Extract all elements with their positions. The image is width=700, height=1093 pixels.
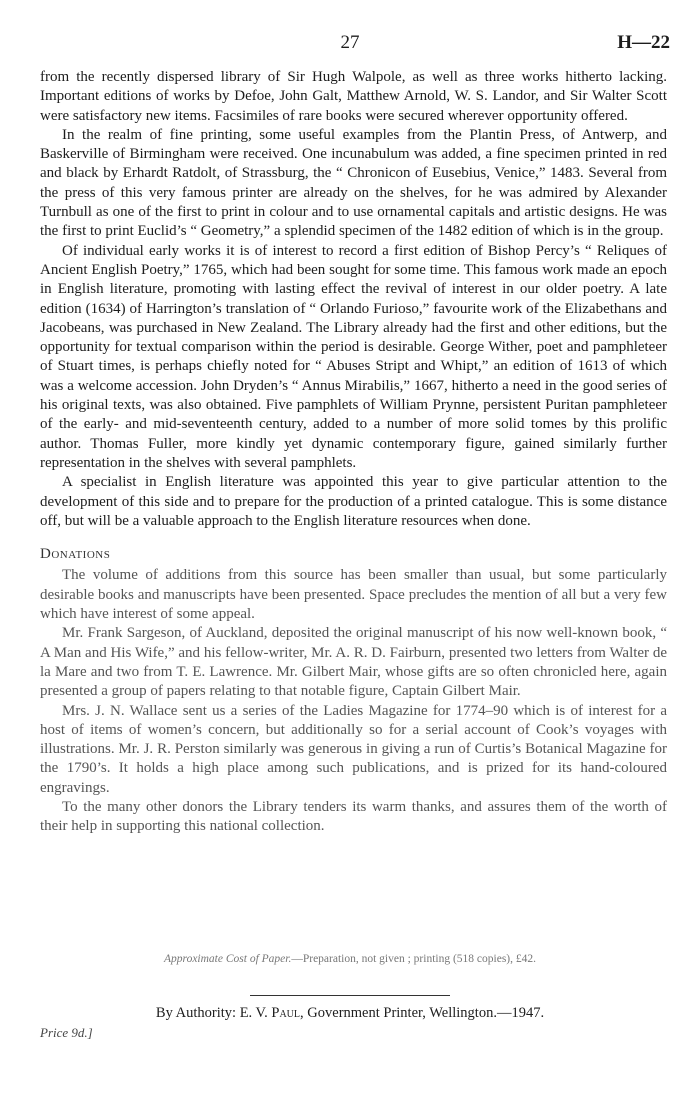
imprint-prefix: By Authority: [155, 1005, 237, 1021]
series-code: H—22 [617, 32, 670, 53]
imprint-suffix: Government Printer, Wellington.—1947. [307, 1005, 545, 1021]
page-number: 27 [340, 32, 360, 53]
imprint-name: E. V. Paul, [239, 1005, 304, 1021]
body-text [40, 68, 667, 837]
paragraph-thanks: To the many other donors the Library tenders its warm thanks, and assures them of the worth of their help in supporting this national collection. [40, 798, 667, 835]
paragraph-fine-printing: In the realm of fine printing, some useful examples from the Plantin Press, of Antwerp, and Baskerville of Birmingham were received. One incunabulum was added, a fine specimen printed in red and black by Erhardt Ratdolt, of Strassburg, the “ Chronicon of Eusebius, Venice,” 1483. Several from the press of this very famous printer are already on the shelves, for he was admired by Alexander Turnbull as one of the first to print in colour and to use ornamental capitals and artistic designs. He was the first to print Euclid’s “ Geometry,” a splendid specimen of the 1482 edition of which is in the group. [40, 126, 667, 240]
paragraph-specialist: A specialist in English literature was appointed this year to give particular attention to the development of this side and to prepare for the production of a printed catalogue. This is some distance off, but will be a valuable approach to the English literature resources when done. [40, 474, 667, 529]
page-header [0, 32, 700, 58]
paragraph-wallace: Mrs. J. N. Wallace sent us a series of the Ladies Magazine for 1774–90 which is of interest for a host of items of women’s concern, but additionally so for a serial account of Cook’s voyages with illustrations. Mr. J. R. Perston similarly was generous in giving a run of Curtis’s Botanical Magazine for the 1790’s. It holds a high place among such publications, and is prized for its hand-coloured engravings. [40, 702, 667, 796]
footer-rule [250, 995, 450, 996]
paragraph-early-works: Of individual early works it is of interest to record a first edition of Bishop Percy’s “ Reliques of Ancient English Poetry,” 1765, which had been sought for some time. This famous work made an epoch in English literature, promoting with lasting effect the revival of interest in our older poetry. A late edition (1634) of Harrington’s translation of “ Orlando Furioso,” favourite work of the Elizabethans and Jacobeans, was purchased in New Zealand. The Library already had the first and other editions, but the opportunity for textual comparison within the period is desirable. George Wither, poet and pamphleteer of Stuart times, is perhaps chiefly noted for “ Abuses Stript and Whipt,” an edition of 1613 of which was a welcome accession. John Dryden’s “ Annus Mirabilis,” 1667, hitherto a need in the good series of his original texts, was also obtained. Five pamphlets of William Prynne, persistent Puritan pamphleteer of the early- and mid-seventeenth century, added to a number of more solid tomes by this prolific author. Thomas Fuller, more kindly yet dynamic contemporary figure, gained similarly further representation in the shelves with several pamphlets. [40, 242, 667, 471]
paragraph-donations-intro: The volume of additions from this source has been smaller than usual, but some particularly desirable books and manuscripts have been presented. Space precludes the mention of all but a very few which have interest of some appeal. [40, 567, 667, 623]
cost-label: Approximate Cost of Paper. [164, 953, 292, 965]
cost-of-paper-note [0, 953, 700, 965]
printer-imprint [0, 1005, 700, 1022]
paragraph-sargeson: Mr. Frank Sargeson, of Auckland, deposited the original manuscript of his now well-known book, “ A Man and His Wife,” and his fellow-writer, Mr. A. R. D. Fairburn, presented two letters from Walter de la Mare and two from T. E. Lawrence. Mr. Gilbert Mair, whose gifts are so often chronicled here, again presented a group of papers relating to that notable figure, Captain Gilbert Mair. [40, 625, 667, 700]
cost-text: —Preparation, not given ; printing (518 copies), £42. [291, 953, 536, 965]
price-note: Price 9d.] [40, 1025, 93, 1040]
donations-heading: Donations [40, 546, 111, 563]
paragraph-continuation: from the recently dispersed library of Sir Hugh Walpole, as well as three works hitherto lacking. Important editions of works by Defoe, John Galt, Matthew Arnold, W. S. Landor, and Sir Walter Scott were satisfactory new items. Facsimiles of rare books were secured wherever opportunity offered. [40, 69, 667, 124]
